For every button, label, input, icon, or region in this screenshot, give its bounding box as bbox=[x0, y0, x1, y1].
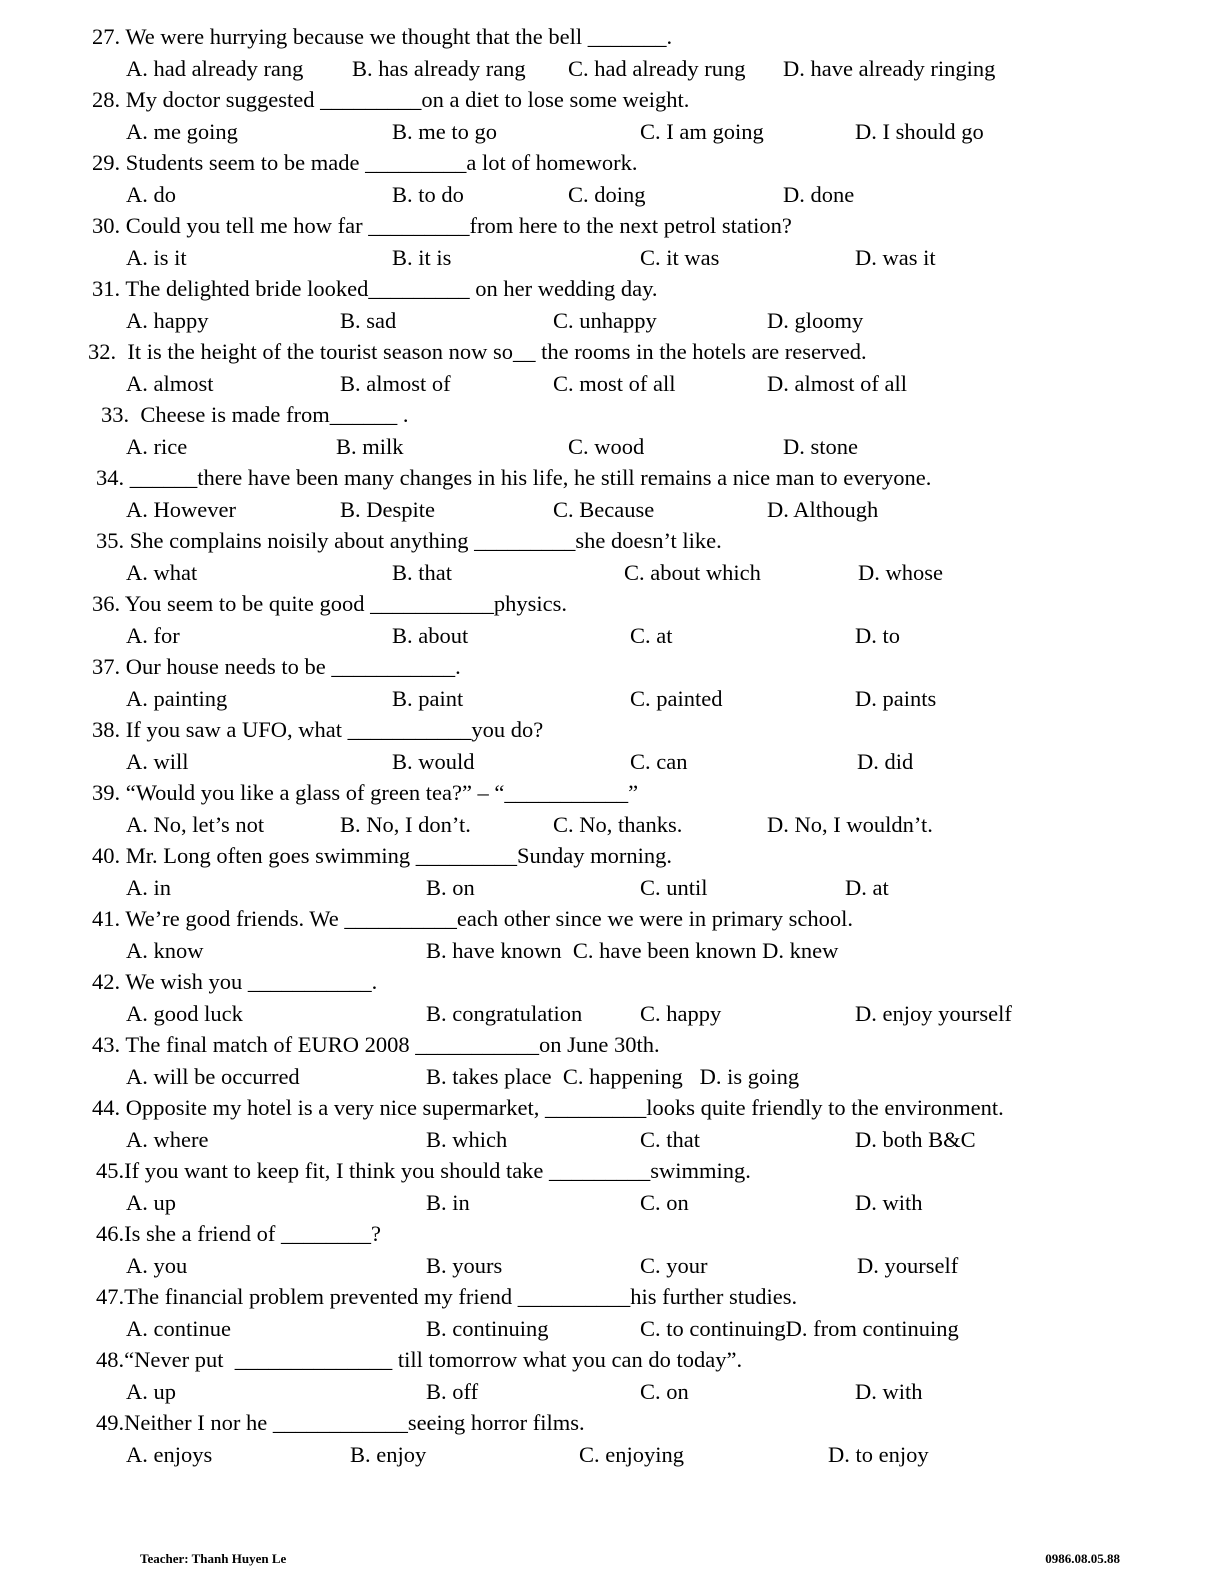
question-35-option: A. what bbox=[126, 560, 198, 585]
question-49-option: C. enjoying bbox=[579, 1442, 684, 1467]
question-40-option: B. on bbox=[426, 875, 475, 900]
question-32-option: B. almost of bbox=[340, 371, 451, 396]
question-36-option: A. for bbox=[126, 623, 180, 648]
question-27-option: B. has already rang bbox=[352, 56, 526, 81]
question-39-option: D. No, I wouldn’t. bbox=[767, 812, 933, 837]
question-41-option: A. know bbox=[126, 938, 204, 963]
question-45-option: B. in bbox=[426, 1190, 470, 1215]
question-40-option: A. in bbox=[126, 875, 171, 900]
question-29-option: B. to do bbox=[392, 182, 464, 207]
question-44-option: B. which bbox=[426, 1127, 508, 1152]
question-31-option: A. happy bbox=[126, 308, 209, 333]
question-46-option: B. yours bbox=[426, 1253, 503, 1278]
question-31-option: B. sad bbox=[340, 308, 397, 333]
question-49-option: B. enjoy bbox=[350, 1442, 427, 1467]
question-45-option: C. on bbox=[640, 1190, 689, 1215]
question-42-stem: 42. We wish you ___________. bbox=[92, 969, 378, 994]
question-48-stem: 48.“Never put ______________ till tomorrow what you can do today”. bbox=[96, 1347, 743, 1372]
question-49-option: D. to enjoy bbox=[828, 1442, 929, 1467]
question-31-option: C. unhappy bbox=[553, 308, 657, 333]
question-42-option: A. good luck bbox=[126, 1001, 243, 1026]
question-48-option: B. off bbox=[426, 1379, 479, 1404]
question-48-option: D. with bbox=[855, 1379, 923, 1404]
question-41-stem: 41. We’re good friends. We __________each other since we were in primary school. bbox=[92, 906, 853, 931]
question-32-option: A. almost bbox=[126, 371, 214, 396]
question-45-stem: 45.If you want to keep fit, I think you should take _________swimming. bbox=[96, 1158, 751, 1183]
question-44-option: D. both B&C bbox=[855, 1127, 976, 1152]
question-36-option: D. to bbox=[855, 623, 900, 648]
question-34-option: C. Because bbox=[553, 497, 655, 522]
question-30-option: B. it is bbox=[392, 245, 452, 270]
question-35-stem: 35. She complains noisily about anything _________she doesn’t like. bbox=[96, 528, 722, 553]
question-28-stem: 28. My doctor suggested _________on a diet to lose some weight. bbox=[92, 87, 690, 112]
question-40-stem: 40. Mr. Long often goes swimming _________Sunday morning. bbox=[92, 843, 672, 868]
question-33-option: A. rice bbox=[126, 434, 188, 459]
question-31-option: D. gloomy bbox=[767, 308, 864, 333]
question-30-stem: 30. Could you tell me how far _________from here to the next petrol station? bbox=[92, 213, 792, 238]
question-44-stem: 44. Opposite my hotel is a very nice supermarket, _________looks quite friendly to the environment. bbox=[92, 1095, 1004, 1120]
question-45-option: A. up bbox=[126, 1190, 176, 1215]
question-44-option: C. that bbox=[640, 1127, 700, 1152]
question-30-option: C. it was bbox=[640, 245, 720, 270]
question-35-option: B. that bbox=[392, 560, 452, 585]
question-39-option: A. No, let’s not bbox=[126, 812, 265, 837]
question-36-option: B. about bbox=[392, 623, 469, 648]
question-34-option: D. Although bbox=[767, 497, 879, 522]
question-42-option: D. enjoy yourself bbox=[855, 1001, 1012, 1026]
footer-teacher: Teacher: Thanh Huyen Le bbox=[140, 1551, 287, 1566]
question-39-option: B. No, I don’t. bbox=[340, 812, 471, 837]
question-28-option: A. me going bbox=[126, 119, 238, 144]
question-34-option: B. Despite bbox=[340, 497, 435, 522]
question-29-option: C. doing bbox=[568, 182, 646, 207]
question-42-option: B. congratulation bbox=[426, 1001, 583, 1026]
question-34-stem: 34. ______there have been many changes in his life, he still remains a nice man to everyone. bbox=[96, 465, 932, 490]
question-29-stem: 29. Students seem to be made _________a lot of homework. bbox=[92, 150, 638, 175]
question-34-option: A. However bbox=[126, 497, 236, 522]
question-37-stem: 37. Our house needs to be ___________. bbox=[92, 654, 461, 679]
question-48-option: A. up bbox=[126, 1379, 176, 1404]
question-46-stem: 46.Is she a friend of ________? bbox=[96, 1221, 381, 1246]
question-32-option: D. almost of all bbox=[767, 371, 907, 396]
question-43-stem: 43. The final match of EURO 2008 ___________on June 30th. bbox=[92, 1032, 660, 1057]
question-47-option: B. continuing bbox=[426, 1316, 549, 1341]
question-30-option: A. is it bbox=[126, 245, 187, 270]
question-38-stem: 38. If you saw a UFO, what ___________you do? bbox=[92, 717, 544, 742]
question-38-option: C. can bbox=[630, 749, 688, 774]
question-39-option: C. No, thanks. bbox=[553, 812, 683, 837]
question-29-option: D. done bbox=[783, 182, 855, 207]
question-42-option: C. happy bbox=[640, 1001, 722, 1026]
question-38-option: D. did bbox=[857, 749, 914, 774]
question-27-option: D. have already ringing bbox=[783, 56, 996, 81]
question-43-option: A. will be occurred bbox=[126, 1064, 300, 1089]
question-33-stem: 33. Cheese is made from______ . bbox=[101, 402, 409, 427]
question-39-stem: 39. “Would you like a glass of green tea?” – “___________” bbox=[92, 780, 639, 805]
question-36-stem: 36. You seem to be quite good ___________physics. bbox=[92, 591, 567, 616]
question-40-option: C. until bbox=[640, 875, 708, 900]
question-47-option: C. to continuingD. from continuing bbox=[640, 1316, 959, 1341]
question-37-option: C. painted bbox=[630, 686, 723, 711]
question-45-option: D. with bbox=[855, 1190, 923, 1215]
question-30-option: D. was it bbox=[855, 245, 936, 270]
question-27-option: A. had already rang bbox=[126, 56, 304, 81]
question-49-option: A. enjoys bbox=[126, 1442, 213, 1467]
question-35-option: D. whose bbox=[858, 560, 943, 585]
question-37-option: B. paint bbox=[392, 686, 464, 711]
question-37-option: D. paints bbox=[855, 686, 937, 711]
question-27-stem: 27. We were hurrying because we thought that the bell _______. bbox=[92, 24, 673, 49]
question-32-stem: 32. It is the height of the tourist season now so__ the rooms in the hotels are reserved. bbox=[88, 339, 867, 364]
question-35-option: C. about which bbox=[624, 560, 761, 585]
question-33-option: D. stone bbox=[783, 434, 858, 459]
question-46-option: C. your bbox=[640, 1253, 708, 1278]
question-33-option: C. wood bbox=[568, 434, 645, 459]
question-28-option: D. I should go bbox=[855, 119, 984, 144]
question-37-option: A. painting bbox=[126, 686, 228, 711]
question-28-option: B. me to go bbox=[392, 119, 497, 144]
question-40-option: D. at bbox=[845, 875, 889, 900]
footer-phone: 0986.08.05.88 bbox=[1045, 1551, 1120, 1566]
question-38-option: B. would bbox=[392, 749, 475, 774]
question-47-option: A. continue bbox=[126, 1316, 231, 1341]
question-43-option: B. takes place C. happening D. is going bbox=[426, 1064, 800, 1089]
question-47-stem: 47.The financial problem prevented my friend __________his further studies. bbox=[96, 1284, 798, 1309]
question-49-stem: 49.Neither I nor he ____________seeing horror films. bbox=[96, 1410, 585, 1435]
question-46-option: D. yourself bbox=[857, 1253, 959, 1278]
question-28-option: C. I am going bbox=[640, 119, 764, 144]
question-48-option: C. on bbox=[640, 1379, 689, 1404]
question-29-option: A. do bbox=[126, 182, 176, 207]
question-46-option: A. you bbox=[126, 1253, 188, 1278]
question-32-option: C. most of all bbox=[553, 371, 676, 396]
question-38-option: A. will bbox=[126, 749, 189, 774]
question-31-stem: 31. The delighted bride looked_________ on her wedding day. bbox=[92, 276, 658, 301]
question-27-option: C. had already rung bbox=[568, 56, 746, 81]
question-44-option: A. where bbox=[126, 1127, 209, 1152]
question-36-option: C. at bbox=[630, 623, 673, 648]
question-41-option: B. have known C. have been known D. knew bbox=[426, 938, 839, 963]
question-33-option: B. milk bbox=[336, 434, 404, 459]
